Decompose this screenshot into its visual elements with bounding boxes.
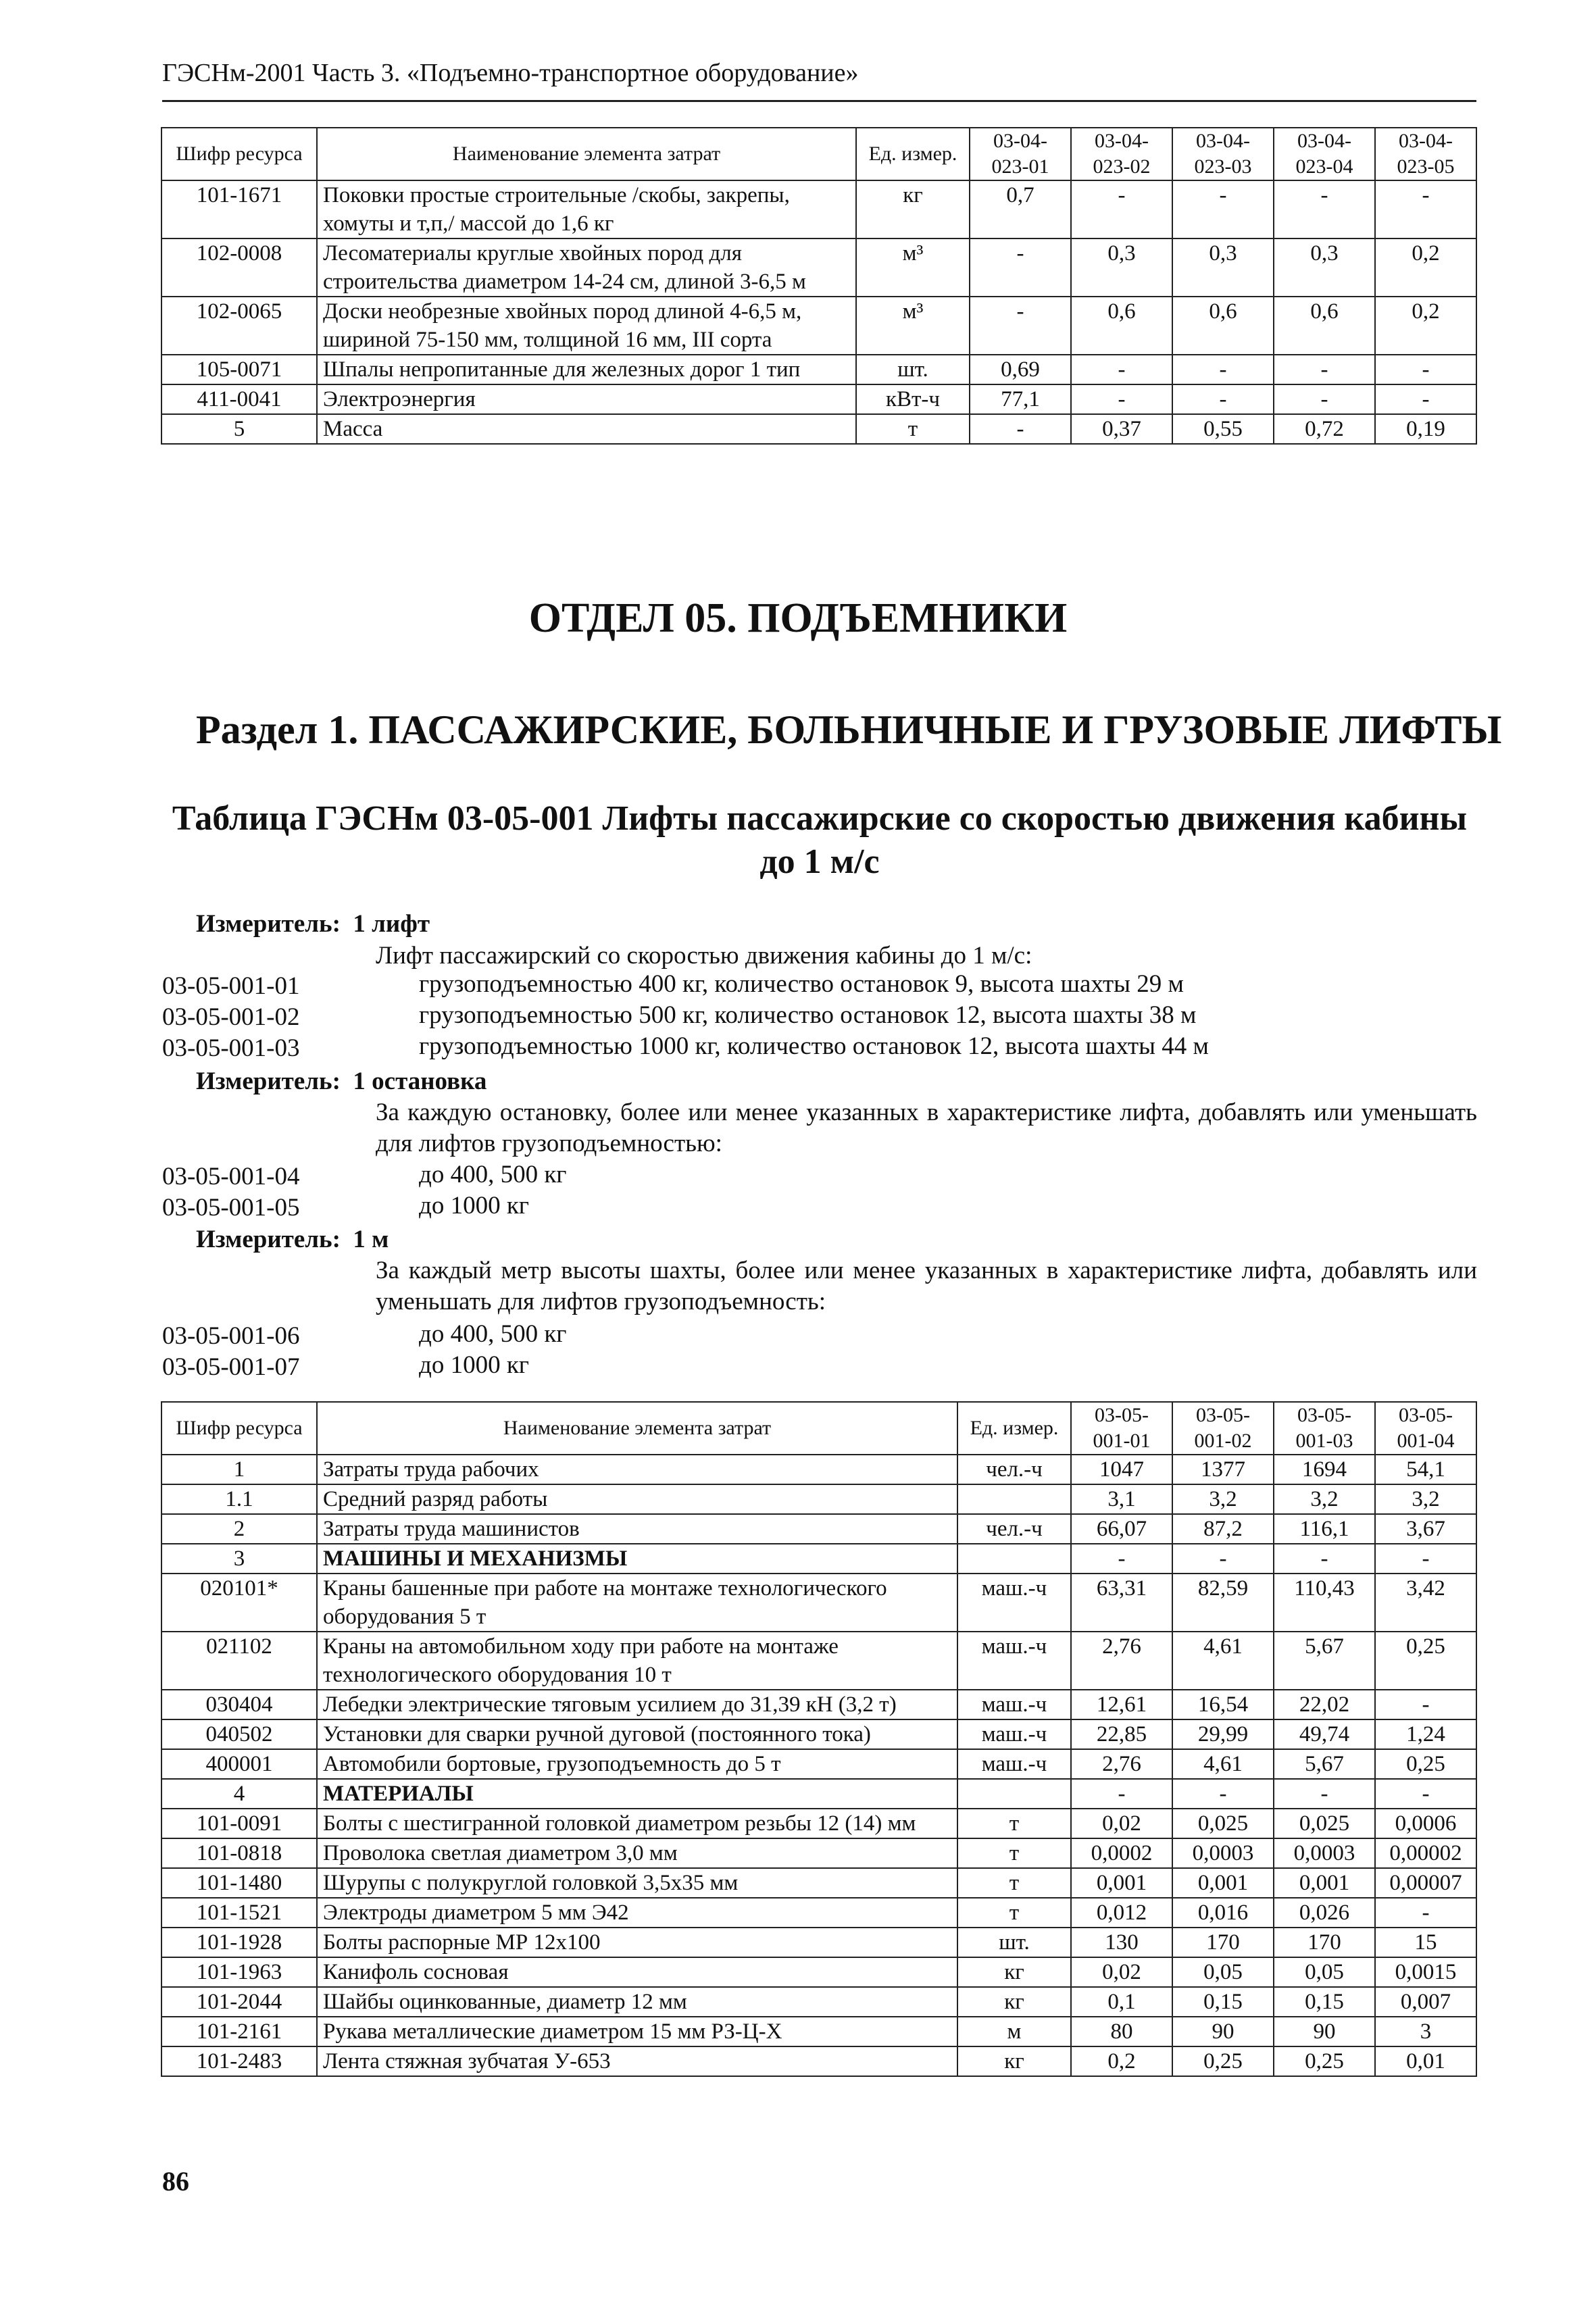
value-cell: 110,43 <box>1274 1574 1375 1632</box>
value-cell: 0,2 <box>1071 2046 1172 2076</box>
unit-cell: т <box>957 1838 1071 1868</box>
value-cell: 3,2 <box>1375 1484 1476 1514</box>
table-row <box>161 1574 1476 1632</box>
resource-code-cell: 4 <box>161 1779 317 1809</box>
value-cell: 0,001 <box>1172 1868 1274 1898</box>
height-text: За каждый метр высоты шахты, более или менее указанных в характеристике лифта, добавлять или уменьшать для лифтов грузоподъемность: <box>376 1257 1477 1315</box>
value-cell: - <box>1375 384 1476 414</box>
value-cell: - <box>1172 180 1274 238</box>
resource-code-cell: 101-2044 <box>161 1987 317 2017</box>
resource-code-cell: 101-1671 <box>161 180 317 238</box>
value-cell: - <box>1274 180 1375 238</box>
value-cell: - <box>1071 180 1172 238</box>
value-cell: 0,2 <box>1375 238 1476 297</box>
column-header: 03-04-023-01 <box>970 128 1071 180</box>
cost-element-cell: Лента стяжная зубчатая У-653 <box>317 2046 957 2076</box>
resource-code-cell: 101-1928 <box>161 1928 317 1957</box>
value-cell: 0,05 <box>1172 1957 1274 1987</box>
value-cell: 0,00002 <box>1375 1838 1476 1868</box>
unit-cell: м <box>957 2017 1071 2046</box>
item-code: 03-05-001-02 <box>162 1003 300 1031</box>
value-cell: 16,54 <box>1172 1690 1274 1719</box>
unit-cell: чел.-ч <box>957 1455 1071 1484</box>
item-code: 03-05-001-03 <box>162 1034 300 1062</box>
meter-label: Измеритель: 1 м <box>196 1226 389 1253</box>
cost-element-cell: Канифоль сосновая <box>317 1957 957 1987</box>
value-cell: 22,85 <box>1071 1719 1172 1749</box>
cost-element-cell: Электроэнергия <box>317 384 856 414</box>
value-cell: - <box>1172 1544 1274 1574</box>
column-header: 03-05-001-02 <box>1172 1402 1274 1455</box>
value-cell: 0,012 <box>1071 1898 1172 1928</box>
unit-cell: чел.-ч <box>957 1514 1071 1544</box>
value-cell: 1047 <box>1071 1455 1172 1484</box>
value-cell: 15 <box>1375 1928 1476 1957</box>
resource-code-cell: 020101* <box>161 1574 317 1632</box>
value-cell: 0,0003 <box>1274 1838 1375 1868</box>
value-cell: 3 <box>1375 2017 1476 2046</box>
column-header: Ед. измер. <box>957 1402 1071 1455</box>
resource-code-cell: 101-2483 <box>161 2046 317 2076</box>
unit-cell <box>957 1779 1071 1809</box>
header-rule <box>162 100 1476 102</box>
column-header: Шифр ресурса <box>161 1402 317 1455</box>
value-cell: - <box>1375 1898 1476 1928</box>
table-row <box>161 297 1476 355</box>
value-cell: 0,19 <box>1375 414 1476 444</box>
value-cell: 3,2 <box>1274 1484 1375 1514</box>
value-cell: - <box>1375 180 1476 238</box>
value-cell: 0,0002 <box>1071 1838 1172 1868</box>
table-row <box>161 355 1476 384</box>
resource-code-cell: 101-0818 <box>161 1838 317 1868</box>
column-header: 03-04-023-03 <box>1172 128 1274 180</box>
value-cell: 0,25 <box>1274 2046 1375 2076</box>
value-cell: 0,05 <box>1274 1957 1375 1987</box>
value-cell: 0,7 <box>970 180 1071 238</box>
table-row <box>161 1838 1476 1868</box>
cost-element-cell: Средний разряд работы <box>317 1484 957 1514</box>
resource-code-cell: 1.1 <box>161 1484 317 1514</box>
unit-cell: т <box>856 414 970 444</box>
cost-element-cell: Затраты труда рабочих <box>317 1455 957 1484</box>
resource-code-cell: 101-2161 <box>161 2017 317 2046</box>
value-cell: 0,001 <box>1071 1868 1172 1898</box>
column-header: 03-04-023-04 <box>1274 128 1375 180</box>
value-cell: 0,25 <box>1375 1632 1476 1690</box>
cost-element-cell: Автомобили бортовые, грузоподъемность до 5 т <box>317 1749 957 1779</box>
unit-cell: шт. <box>856 355 970 384</box>
value-cell: 0,25 <box>1375 1749 1476 1779</box>
cost-element-cell: Рукава металлические диаметром 15 мм РЗ-Ц-Х <box>317 2017 957 2046</box>
unit-cell: т <box>957 1868 1071 1898</box>
value-cell: 4,61 <box>1172 1632 1274 1690</box>
value-cell: 0,01 <box>1375 2046 1476 2076</box>
value-cell: - <box>1375 1544 1476 1574</box>
item-code: 03-05-001-05 <box>162 1194 300 1222</box>
table-row <box>161 1514 1476 1544</box>
value-cell: 0,0003 <box>1172 1838 1274 1868</box>
table-row <box>161 2017 1476 2046</box>
cost-element-cell: Краны башенные при работе на монтаже технологического оборудования 5 т <box>317 1574 957 1632</box>
value-cell: - <box>970 238 1071 297</box>
unit-cell: кВт-ч <box>856 384 970 414</box>
value-cell: 0,3 <box>1071 238 1172 297</box>
table-title: Таблица ГЭСНм 03-05-001 Лифты пассажирские со скоростью движения кабины до 1 м/с <box>172 799 1468 881</box>
value-cell: - <box>1274 355 1375 384</box>
value-cell: 12,61 <box>1071 1690 1172 1719</box>
cost-element-cell: Лесоматериалы круглые хвойных пород для строительства диаметром 14-24 см, длиной 3-6,5 м <box>317 238 856 297</box>
table-row <box>161 1544 1476 1574</box>
table-row <box>161 1957 1476 1987</box>
item-text: до 400, 500 кг <box>419 1320 567 1348</box>
resource-code-cell: 021102 <box>161 1632 317 1690</box>
stop-text: За каждую остановку, более или менее указанных в характеристике лифта, добавлять или уменьшать для лифтов грузоподъемностью: <box>376 1099 1477 1157</box>
meter-label: Измеритель: 1 остановка <box>196 1067 487 1095</box>
item-text: до 1000 кг <box>419 1351 529 1379</box>
table-row <box>161 1928 1476 1957</box>
table-row <box>161 1455 1476 1484</box>
value-cell: 2,76 <box>1071 1749 1172 1779</box>
value-cell: 0,55 <box>1172 414 1274 444</box>
resource-code-cell: 101-0091 <box>161 1809 317 1838</box>
table-row <box>161 1987 1476 2017</box>
value-cell: 0,15 <box>1172 1987 1274 2017</box>
unit-cell: маш.-ч <box>957 1574 1071 1632</box>
value-cell: 0,025 <box>1274 1809 1375 1838</box>
meter-label: Измеритель: 1 лифт <box>196 910 430 938</box>
value-cell: 54,1 <box>1375 1455 1476 1484</box>
value-cell: - <box>1071 1779 1172 1809</box>
unit-cell: кг <box>957 2046 1071 2076</box>
resource-code-cell: 030404 <box>161 1690 317 1719</box>
table-row <box>161 2046 1476 2076</box>
value-cell: 0,3 <box>1274 238 1375 297</box>
value-cell: 0,016 <box>1172 1898 1274 1928</box>
department-title: ОТДЕЛ 05. ПОДЪЕМНИКИ <box>528 595 1068 641</box>
value-cell: 0,0006 <box>1375 1809 1476 1838</box>
column-header: 03-05-001-01 <box>1071 1402 1172 1455</box>
value-cell: 3,67 <box>1375 1514 1476 1544</box>
cost-element-cell: Доски необрезные хвойных пород длиной 4-6,5 м, шириной 75-150 мм, толщиной 16 мм, III сорта <box>317 297 856 355</box>
value-cell: - <box>1071 384 1172 414</box>
value-cell: 0,02 <box>1071 1809 1172 1838</box>
unit-cell: кг <box>957 1957 1071 1987</box>
value-cell: 0,15 <box>1274 1987 1375 2017</box>
resource-code-cell: 102-0008 <box>161 238 317 297</box>
value-cell: 1377 <box>1172 1455 1274 1484</box>
value-cell: - <box>1274 1779 1375 1809</box>
unit-cell: шт. <box>957 1928 1071 1957</box>
value-cell: - <box>1375 1779 1476 1809</box>
column-header: 03-05-001-03 <box>1274 1402 1375 1455</box>
value-cell: 3,42 <box>1375 1574 1476 1632</box>
value-cell: 77,1 <box>970 384 1071 414</box>
item-text: грузоподъемностью 400 кг, количество остановок 9, высота шахты 29 м <box>419 970 1184 998</box>
value-cell: - <box>1172 355 1274 384</box>
unit-cell: маш.-ч <box>957 1719 1071 1749</box>
value-cell: 130 <box>1071 1928 1172 1957</box>
value-cell: 0,69 <box>970 355 1071 384</box>
value-cell: 0,37 <box>1071 414 1172 444</box>
value-cell: 3,1 <box>1071 1484 1172 1514</box>
value-cell: 0,00007 <box>1375 1868 1476 1898</box>
value-cell: 0,025 <box>1172 1809 1274 1838</box>
value-cell: 1694 <box>1274 1455 1375 1484</box>
cost-element-cell: Масса <box>317 414 856 444</box>
value-cell: 0,72 <box>1274 414 1375 444</box>
resource-table-03-05-001 <box>161 1401 1477 2077</box>
cost-element-cell: Шайбы оцинкованные, диаметр 12 мм <box>317 1987 957 2017</box>
value-cell: - <box>1375 1690 1476 1719</box>
value-cell: 49,74 <box>1274 1719 1375 1749</box>
value-cell: 5,67 <box>1274 1632 1375 1690</box>
unit-cell: м³ <box>856 238 970 297</box>
cost-element-cell: Болты с шестигранной головкой диаметром резьбы 12 (14) мм <box>317 1809 957 1838</box>
value-cell: 90 <box>1274 2017 1375 2046</box>
column-header: Наименование элемента затрат <box>317 128 856 180</box>
table-row <box>161 1809 1476 1838</box>
value-cell: - <box>1172 384 1274 414</box>
value-cell: 0,6 <box>1274 297 1375 355</box>
column-header: Наименование элемента затрат <box>317 1402 957 1455</box>
table-row <box>161 384 1476 414</box>
table-row <box>161 1632 1476 1690</box>
value-cell: - <box>1172 1779 1274 1809</box>
table-row <box>161 1690 1476 1719</box>
unit-cell: маш.-ч <box>957 1632 1071 1690</box>
column-header: 03-05-001-04 <box>1375 1402 1476 1455</box>
value-cell: 0,1 <box>1071 1987 1172 2017</box>
value-cell: - <box>970 414 1071 444</box>
column-header: 03-04-023-05 <box>1375 128 1476 180</box>
value-cell: 66,07 <box>1071 1514 1172 1544</box>
value-cell: 0,001 <box>1274 1868 1375 1898</box>
column-header: Шифр ресурса <box>161 128 317 180</box>
cost-element-cell: Установки для сварки ручной дуговой (постоянного тока) <box>317 1719 957 1749</box>
table-row <box>161 1779 1476 1809</box>
resource-code-cell: 411-0041 <box>161 384 317 414</box>
column-header: Ед. измер. <box>856 128 970 180</box>
value-cell: 82,59 <box>1172 1574 1274 1632</box>
value-cell: 80 <box>1071 2017 1172 2046</box>
item-code: 03-05-001-07 <box>162 1353 300 1381</box>
cost-element-cell: Болты распорные МР 12х100 <box>317 1928 957 1957</box>
value-cell: - <box>1071 1544 1172 1574</box>
cost-element-cell: Электроды диаметром 5 мм Э42 <box>317 1898 957 1928</box>
resource-code-cell: 105-0071 <box>161 355 317 384</box>
resource-code-cell: 1 <box>161 1455 317 1484</box>
value-cell: 4,61 <box>1172 1749 1274 1779</box>
value-cell: - <box>970 297 1071 355</box>
cost-element-cell: Поковки простые строительные /скобы, закрепы, хомуты и т,п,/ массой до 1,6 кг <box>317 180 856 238</box>
value-cell: 2,76 <box>1071 1632 1172 1690</box>
value-cell: 170 <box>1274 1928 1375 1957</box>
value-cell: - <box>1274 1544 1375 1574</box>
resource-code-cell: 102-0065 <box>161 297 317 355</box>
cost-element-cell: Краны на автомобильном ходу при работе на монтаже технологического оборудования 10 т <box>317 1632 957 1690</box>
resource-code-cell: 5 <box>161 414 317 444</box>
table-row <box>161 1898 1476 1928</box>
unit-cell: кг <box>856 180 970 238</box>
unit-cell: т <box>957 1809 1071 1838</box>
value-cell: 29,99 <box>1172 1719 1274 1749</box>
value-cell: 0,3 <box>1172 238 1274 297</box>
value-cell: 3,2 <box>1172 1484 1274 1514</box>
resource-code-cell: 101-1963 <box>161 1957 317 1987</box>
resource-table-03-04-023 <box>161 127 1477 445</box>
item-code: 03-05-001-06 <box>162 1322 300 1350</box>
resource-code-cell: 101-1480 <box>161 1868 317 1898</box>
table-header-row <box>161 1402 1476 1455</box>
value-cell: 116,1 <box>1274 1514 1375 1544</box>
unit-cell <box>957 1544 1071 1574</box>
value-cell: 22,02 <box>1274 1690 1375 1719</box>
cost-element-cell: Затраты труда машинистов <box>317 1514 957 1544</box>
resource-code-cell: 101-1521 <box>161 1898 317 1928</box>
value-cell: 0,2 <box>1375 297 1476 355</box>
cost-element-cell: Шурупы с полукруглой головкой 3,5х35 мм <box>317 1868 957 1898</box>
cost-element-cell: Проволока светлая диаметром 3,0 мм <box>317 1838 957 1868</box>
item-code: 03-05-001-04 <box>162 1163 300 1190</box>
cost-element-cell: Шпалы непропитанные для железных дорог 1 тип <box>317 355 856 384</box>
cost-element-cell: МАШИНЫ И МЕХАНИЗМЫ <box>317 1544 957 1574</box>
value-cell: 0,25 <box>1172 2046 1274 2076</box>
resource-code-cell: 2 <box>161 1514 317 1544</box>
unit-cell <box>957 1484 1071 1514</box>
item-text: грузоподъемностью 500 кг, количество остановок 12, высота шахты 38 м <box>419 1001 1197 1029</box>
table-row <box>161 1719 1476 1749</box>
value-cell: - <box>1274 384 1375 414</box>
value-cell: 0,6 <box>1172 297 1274 355</box>
unit-cell: м³ <box>856 297 970 355</box>
value-cell: 0,6 <box>1071 297 1172 355</box>
value-cell: - <box>1071 355 1172 384</box>
table-row <box>161 1868 1476 1898</box>
value-cell: 1,24 <box>1375 1719 1476 1749</box>
value-cell: 170 <box>1172 1928 1274 1957</box>
value-cell: 0,026 <box>1274 1898 1375 1928</box>
unit-cell: маш.-ч <box>957 1690 1071 1719</box>
resource-code-cell: 3 <box>161 1544 317 1574</box>
running-header: ГЭСНм-2001 Часть 3. «Подъемно-транспортное оборудование» <box>162 59 859 87</box>
lift-intro: Лифт пассажирский со скоростью движения кабины до 1 м/с: <box>376 942 1032 970</box>
unit-cell: маш.-ч <box>957 1749 1071 1779</box>
table-row <box>161 414 1476 444</box>
value-cell: 90 <box>1172 2017 1274 2046</box>
cost-element-cell: МАТЕРИАЛЫ <box>317 1779 957 1809</box>
cost-element-cell: Лебедки электрические тяговым усилием до 31,39 кН (3,2 т) <box>317 1690 957 1719</box>
table-header-row <box>161 128 1476 180</box>
table-row <box>161 180 1476 238</box>
table-row <box>161 1749 1476 1779</box>
item-text: до 1000 кг <box>419 1192 529 1219</box>
page-number: 86 <box>162 2166 189 2196</box>
table-row <box>161 1484 1476 1514</box>
unit-cell: т <box>957 1898 1071 1928</box>
value-cell: - <box>1375 355 1476 384</box>
item-text: до 400, 500 кг <box>419 1161 567 1188</box>
value-cell: 5,67 <box>1274 1749 1375 1779</box>
item-text: грузоподъемностью 1000 кг, количество остановок 12, высота шахты 44 м <box>419 1032 1209 1060</box>
resource-code-cell: 040502 <box>161 1719 317 1749</box>
section-title: Раздел 1. ПАССАЖИРСКИЕ, БОЛЬНИЧНЫЕ И ГРУЗОВЫЕ ЛИФТЫ <box>196 707 1502 752</box>
value-cell: 63,31 <box>1071 1574 1172 1632</box>
item-code: 03-05-001-01 <box>162 972 300 1000</box>
value-cell: 0,007 <box>1375 1987 1476 2017</box>
unit-cell: кг <box>957 1987 1071 2017</box>
table-row <box>161 238 1476 297</box>
value-cell: 87,2 <box>1172 1514 1274 1544</box>
column-header: 03-04-023-02 <box>1071 128 1172 180</box>
resource-code-cell: 400001 <box>161 1749 317 1779</box>
value-cell: 0,0015 <box>1375 1957 1476 1987</box>
value-cell: 0,02 <box>1071 1957 1172 1987</box>
